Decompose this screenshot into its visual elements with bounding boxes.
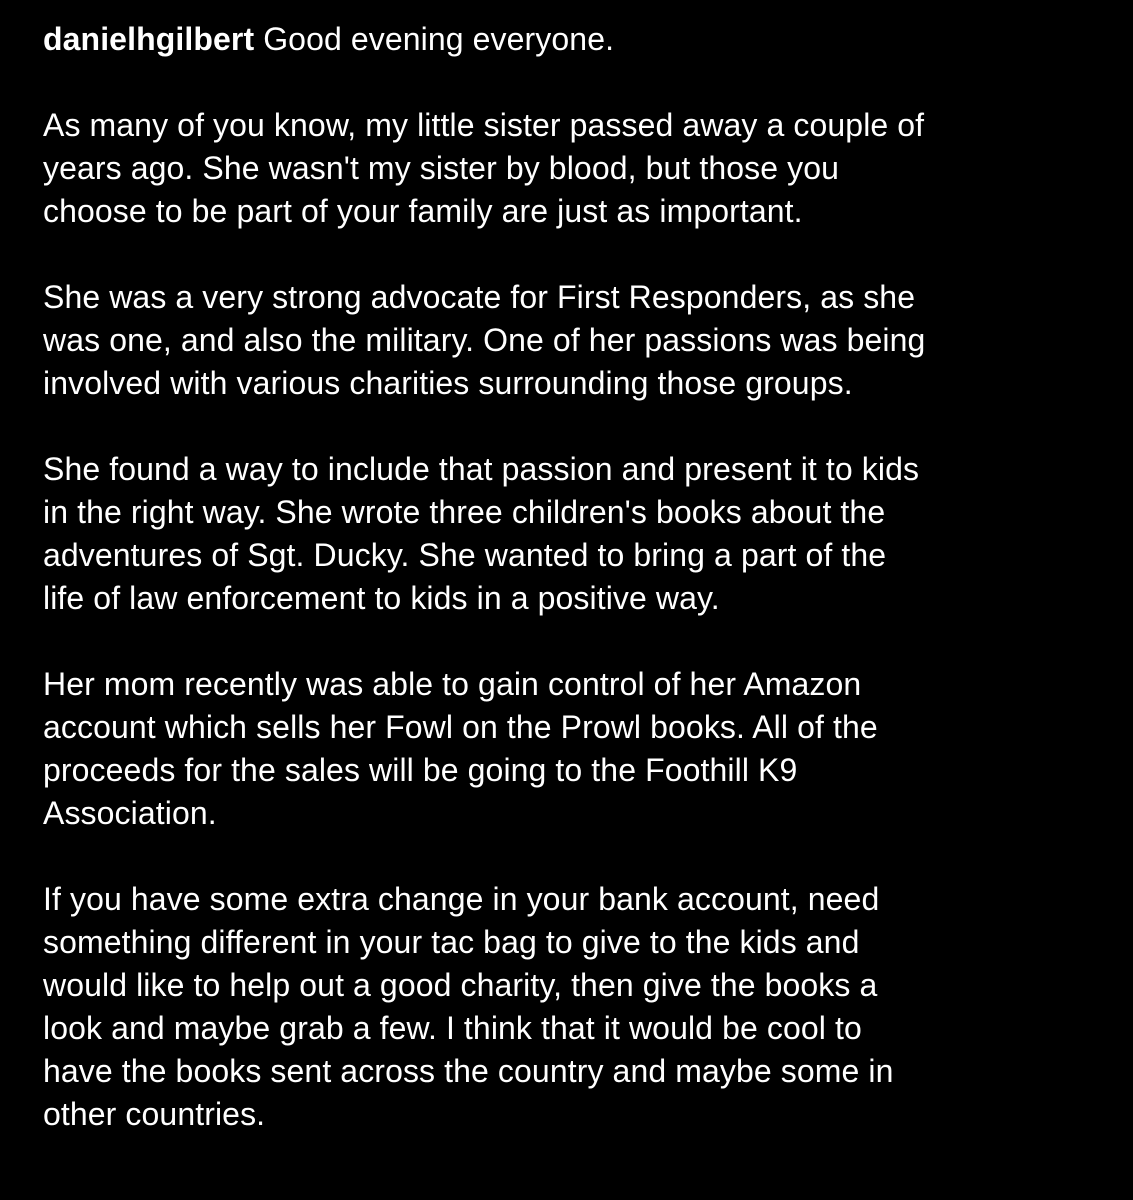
caption-paragraph: If you have some extra change in your bank account, need something different in your tac bag to give to the kids and would like to help out a good charity, then give the books a look and maybe grab a few. I think that it would be cool to have the books sent across the country and maybe some in other countries. xyxy=(43,881,894,1132)
caption-paragraph: She found a way to include that passion and present it to kids in the right way. She wrote three children's books about the adventures of Sgt. Ducky. She wanted to bring a part of the life of law enforcement to kids in a positive way. xyxy=(43,451,920,616)
username[interactable]: danielhgilbert xyxy=(43,21,255,57)
caption-paragraph: Her mom recently was able to gain control of her Amazon account which sells her Fowl on the Prowl books. All of the proceeds for the sales will be going to the Foothill K9 Association. xyxy=(43,666,878,831)
post-caption xyxy=(43,18,1113,1136)
caption-header xyxy=(43,18,1113,61)
caption-paragraph: She was a very strong advocate for First Responders, as she was one, and also the military. One of her passions was being involved with various charities surrounding those groups. xyxy=(43,279,926,401)
greeting-text: Good evening everyone. xyxy=(254,21,615,57)
caption-paragraph: As many of you know, my little sister passed away a couple of years ago. She wasn't my sister by blood, but those you choose to be part of your family are just as important. xyxy=(43,107,925,229)
